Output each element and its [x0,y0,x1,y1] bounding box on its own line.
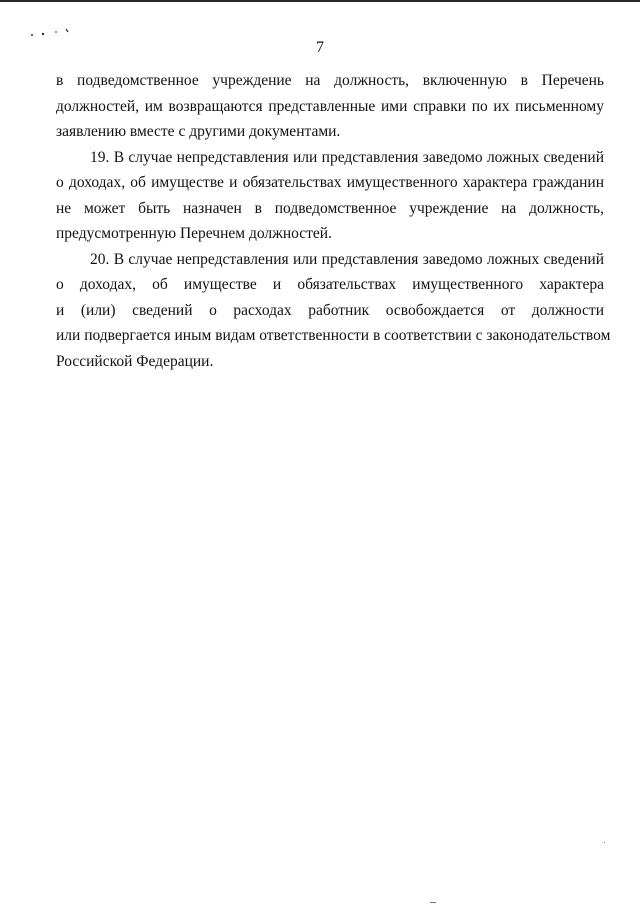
paragraph-2-line-3: не может быть назначен в подведомственное учреждение на должность, [56,199,604,217]
scan-speck [604,842,605,843]
paragraph-1-line-1: в подведомственное учреждение на должность, включенную в Перечень [56,72,604,89]
paragraph-2-line-1: 19. В случае непредставления или представления заведомо ложных сведений [90,148,604,166]
document-body [56,71,611,377]
paragraph-1-line-3: заявлению вместе с другими документами. [56,123,341,140]
page-top-edge [0,0,640,2]
scan-speck [430,902,436,903]
paragraph-2-line-4: предусмотренную Перечнем должностей. [56,225,332,242]
paragraph-3-line-1: 20. В случае непредставления или представления заведомо ложных сведений [90,250,604,268]
paragraph-3-line-2: о доходах, об имуществе и обязательствах имущественного характера [56,276,604,293]
paragraph-3-line-3: и (или) сведений о расходах работник освобождается от должности [56,301,604,319]
paragraph-3-line-5: Российской Федерации. [56,352,214,370]
paragraph-2-line-2: о доходах, об имуществе и обязательствах имущественного характера гражданин [56,174,604,191]
paragraph-3-line-4: или подвергается иным видам ответственности в соответствии с законодательством [56,327,611,344]
paragraph-1-line-2: должностей, им возвращаются представленные ими справки по их письменному [56,97,604,115]
page-number: 7 [316,39,324,56]
